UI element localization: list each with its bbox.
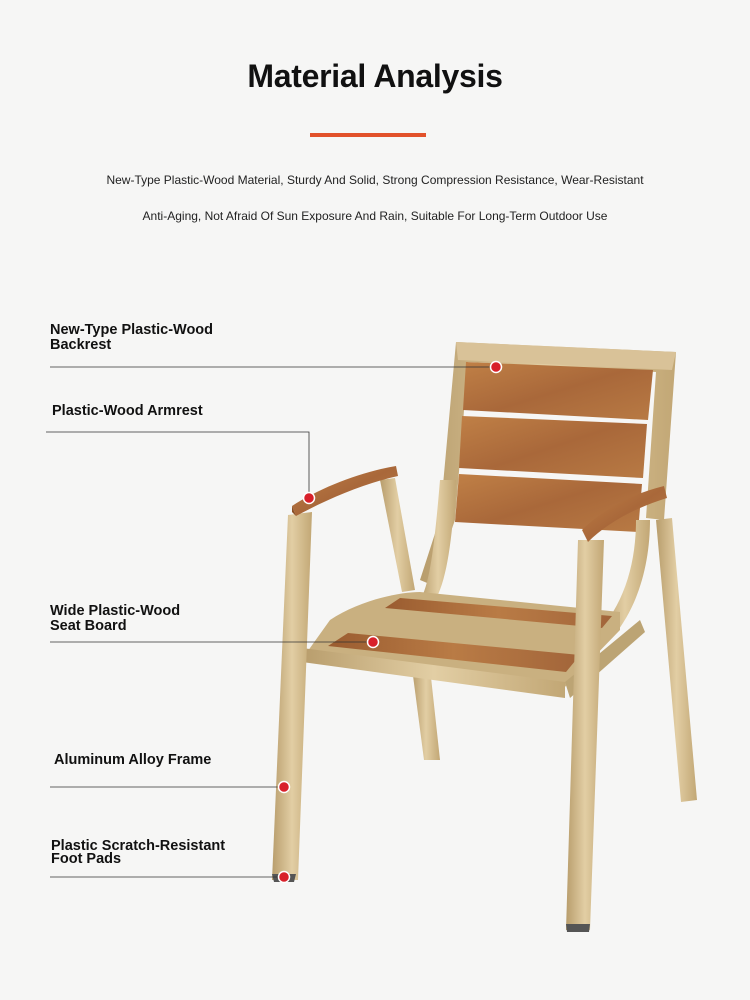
backrest-marker xyxy=(491,362,502,373)
label-frame: Aluminum Alloy Frame xyxy=(54,752,212,768)
armrest-left xyxy=(292,466,398,516)
label-foot-pads: Plastic Scratch-Resistant Foot Pads xyxy=(51,838,226,867)
label-armrest: Plastic-Wood Armrest xyxy=(52,403,203,419)
front-leg-left xyxy=(272,512,312,880)
frame-marker xyxy=(279,782,290,793)
description-line-1: New-Type Plastic-Wood Material, Sturdy And Solid, Strong Compression Resistance, Wear-Resistant xyxy=(106,173,644,187)
footpads-marker xyxy=(279,872,290,883)
backrest-slat-2 xyxy=(459,416,647,478)
description-line-2: Anti-Aging, Not Afraid Of Sun Exposure And Rain, Suitable For Long-Term Outdoor Use xyxy=(142,209,608,223)
backrest-slat-3 xyxy=(455,474,642,532)
label-seat-board: Wide Plastic-Wood Seat Board xyxy=(50,603,181,634)
armrest-marker xyxy=(304,493,315,504)
label-backrest: New-Type Plastic-Wood Backrest xyxy=(50,322,214,353)
seat-marker xyxy=(368,637,379,648)
armrest-leader xyxy=(46,432,309,498)
rear-leg-left xyxy=(412,668,440,760)
front-leg-right xyxy=(566,540,604,930)
rear-leg-right xyxy=(656,518,697,802)
page-title: Material Analysis xyxy=(247,58,503,94)
